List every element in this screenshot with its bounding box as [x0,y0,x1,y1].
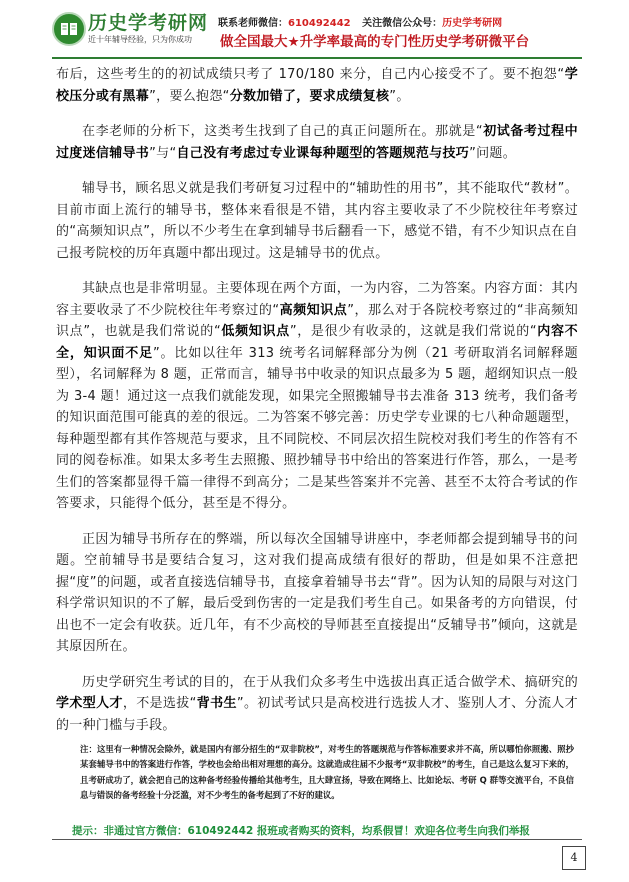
text-segment: ”，那么对于各院校考察过的“非高频知识点”，也就是我们常说的“ [56,302,578,339]
emphasis-text: 学校压分或有黑幕 [56,67,578,104]
text-segment: ”，要么抱怨“ [149,88,230,104]
text-segment: ”。 [389,88,410,104]
paragraph [56,64,578,107]
text-segment: ，不是选拔“ [122,696,197,711]
text-segment: 历史学研究生考试的目的，在于从我们众多考生中选拔出真正适合做学术、搞研究的 [82,674,578,690]
wechat-id: 610492442 [288,18,351,29]
emphasis-text: 内容不全，知识面不足 [56,324,578,361]
public-account-label: 关注微信公众号： [362,18,443,29]
emphasis-text: 高频知识点 [279,302,348,318]
emphasis-text: 背书生 [196,696,237,711]
footer-divider [52,839,582,840]
paragraph [56,121,578,164]
text-segment: ”。比如以往年 313 统考名词解释部分为例（21 考研取消名词解释题型），名词解释为 8 题，正常而言，辅导书中收录的知识点最多为 5 题，超纲知识点一般为 3-4 题！通过这一点我们就能发现，如果完全照搬辅导书去准备 313 统考，我们备考的知识面范围可能真的差的很远。二为答案不够完善：历史学专业课的七八种命题题型，每种题型都有其作答规范与要求，且不同院校、不同层次招生院校对我们考生的作答有不同的阅卷标准。如果太多考生去照搬、照抄辅导书中给出的答案进行作答，那么，一是考生们的答案都显得千篇一律得不到高分；二是某些答案并不完善、甚至不太符合考试的作答要求，只能得个低分，甚至是不得分。 [56,345,578,511]
text-segment: ”与“ [149,145,177,161]
public-account-name: 历史学考研网 [442,18,503,29]
paragraph [56,178,578,264]
header-divider [52,57,582,59]
footnote: 注：这里有一种情况会除外，就是国内有部分招生的“双非院校”，对考生的答题规范与作答标准要求并不高，所以哪怕你照搬、照抄某套辅导书中的答案进行作答，学校也会给出相对理想的高分。这就造成往届不少报考“双非院校”的考生，自己是这么复习下来的，且考研成功了，就会把自己的这种备考经验传播给其他考生，且大肆宣扬，导致在网络上、比如论坛、考研 Q 群等交流平台，不良信息与错误的备考经验十分泛滥，对不少考生的备考起到了不好的建议。 [80,744,574,801]
article-body [56,64,578,750]
paragraph [56,672,578,737]
emphasis-text: 初试备考过程中过度迷信辅导书 [56,124,578,161]
header-tagline: 做全国最大★升学率最高的专门性历史学考研微平台 [220,34,530,50]
paragraph [56,278,578,515]
text-segment: 布后，这些考生的的初试成绩只考了 170/180 来分，自己内心接受不了。要不抱怨“ [56,67,565,82]
text-segment: 其缺点也是非常明显。主要体现在两个方面，一为内容，二为答案。内容方面：其内容主要收录了不少院校往年考察过的“ [56,281,578,318]
logo-title: 历史学考研网 [88,12,209,34]
page-number: 4 [562,846,586,870]
text-segment: 正因为辅导书所存在的弊端，所以每次全国辅导讲座中，李老师都会提到辅导书的问题。空前辅导书是要结合复习，这对我们提高成绩有很好的帮助，但是如果不注意把握“度”的问题，或者直接选信辅导书，直接拿着辅导书去“背”。因为认知的局限与对这门科学常识知识的不了解，最后受到伤害的一定是我们考生自己。如果备考的方向错误，付出也不一定会有收获。近几年，有不少高校的导师甚至直接提出“反辅导书”倾向，这就是其原因所在。 [56,531,578,654]
warning-tip: 提示：非通过官方微信：610492442 报班或者购买的资料，均系假冒！欢迎各位考生向我们举报 [72,825,530,837]
text-segment: ”问题。 [469,145,517,161]
emphasis-text: 低频知识点 [221,324,290,339]
emphasis-text: 分数加错了，要求成绩复核 [229,88,390,104]
emphasis-text: 自己没有考虑过专业课每种题型的答题规范与技巧 [176,145,470,161]
emphasis-text: 学术型人才 [56,696,123,711]
text-segment: 在李老师的分析下，这类考生找到了自己的真正问题所在。那就是“ [82,124,483,139]
wechat-label: 联系老师微信： [218,18,288,29]
logo-slogan: 近十年辅导经验，只为你成功 [88,35,192,44]
text-segment: ”，是很少有收录的，这就是我们常说的“ [289,324,537,339]
page-header [52,10,582,58]
logo-emblem-icon [52,12,86,46]
text-segment: 辅导书，顾名思义就是我们考研复习过程中的“辅助性的用书”，其不能取代“教材”。目前市面上流行的辅导书，整体来看很是不错，其内容主要收录了不少院校往年考察过的“高频知识点”，所以不少考生在拿到辅导书后翻看一下，感觉不错，有不少知识点在自己报考院校的历年真题中都出现过。这是辅导书的优点。 [56,181,578,261]
logo[interactable] [52,10,212,50]
contact-line [218,14,502,29]
text-segment: ”。初试考试只是高校进行选拔人才、鉴别人才、分流人才的一种门槛与手段。 [56,696,578,733]
paragraph [56,529,578,658]
